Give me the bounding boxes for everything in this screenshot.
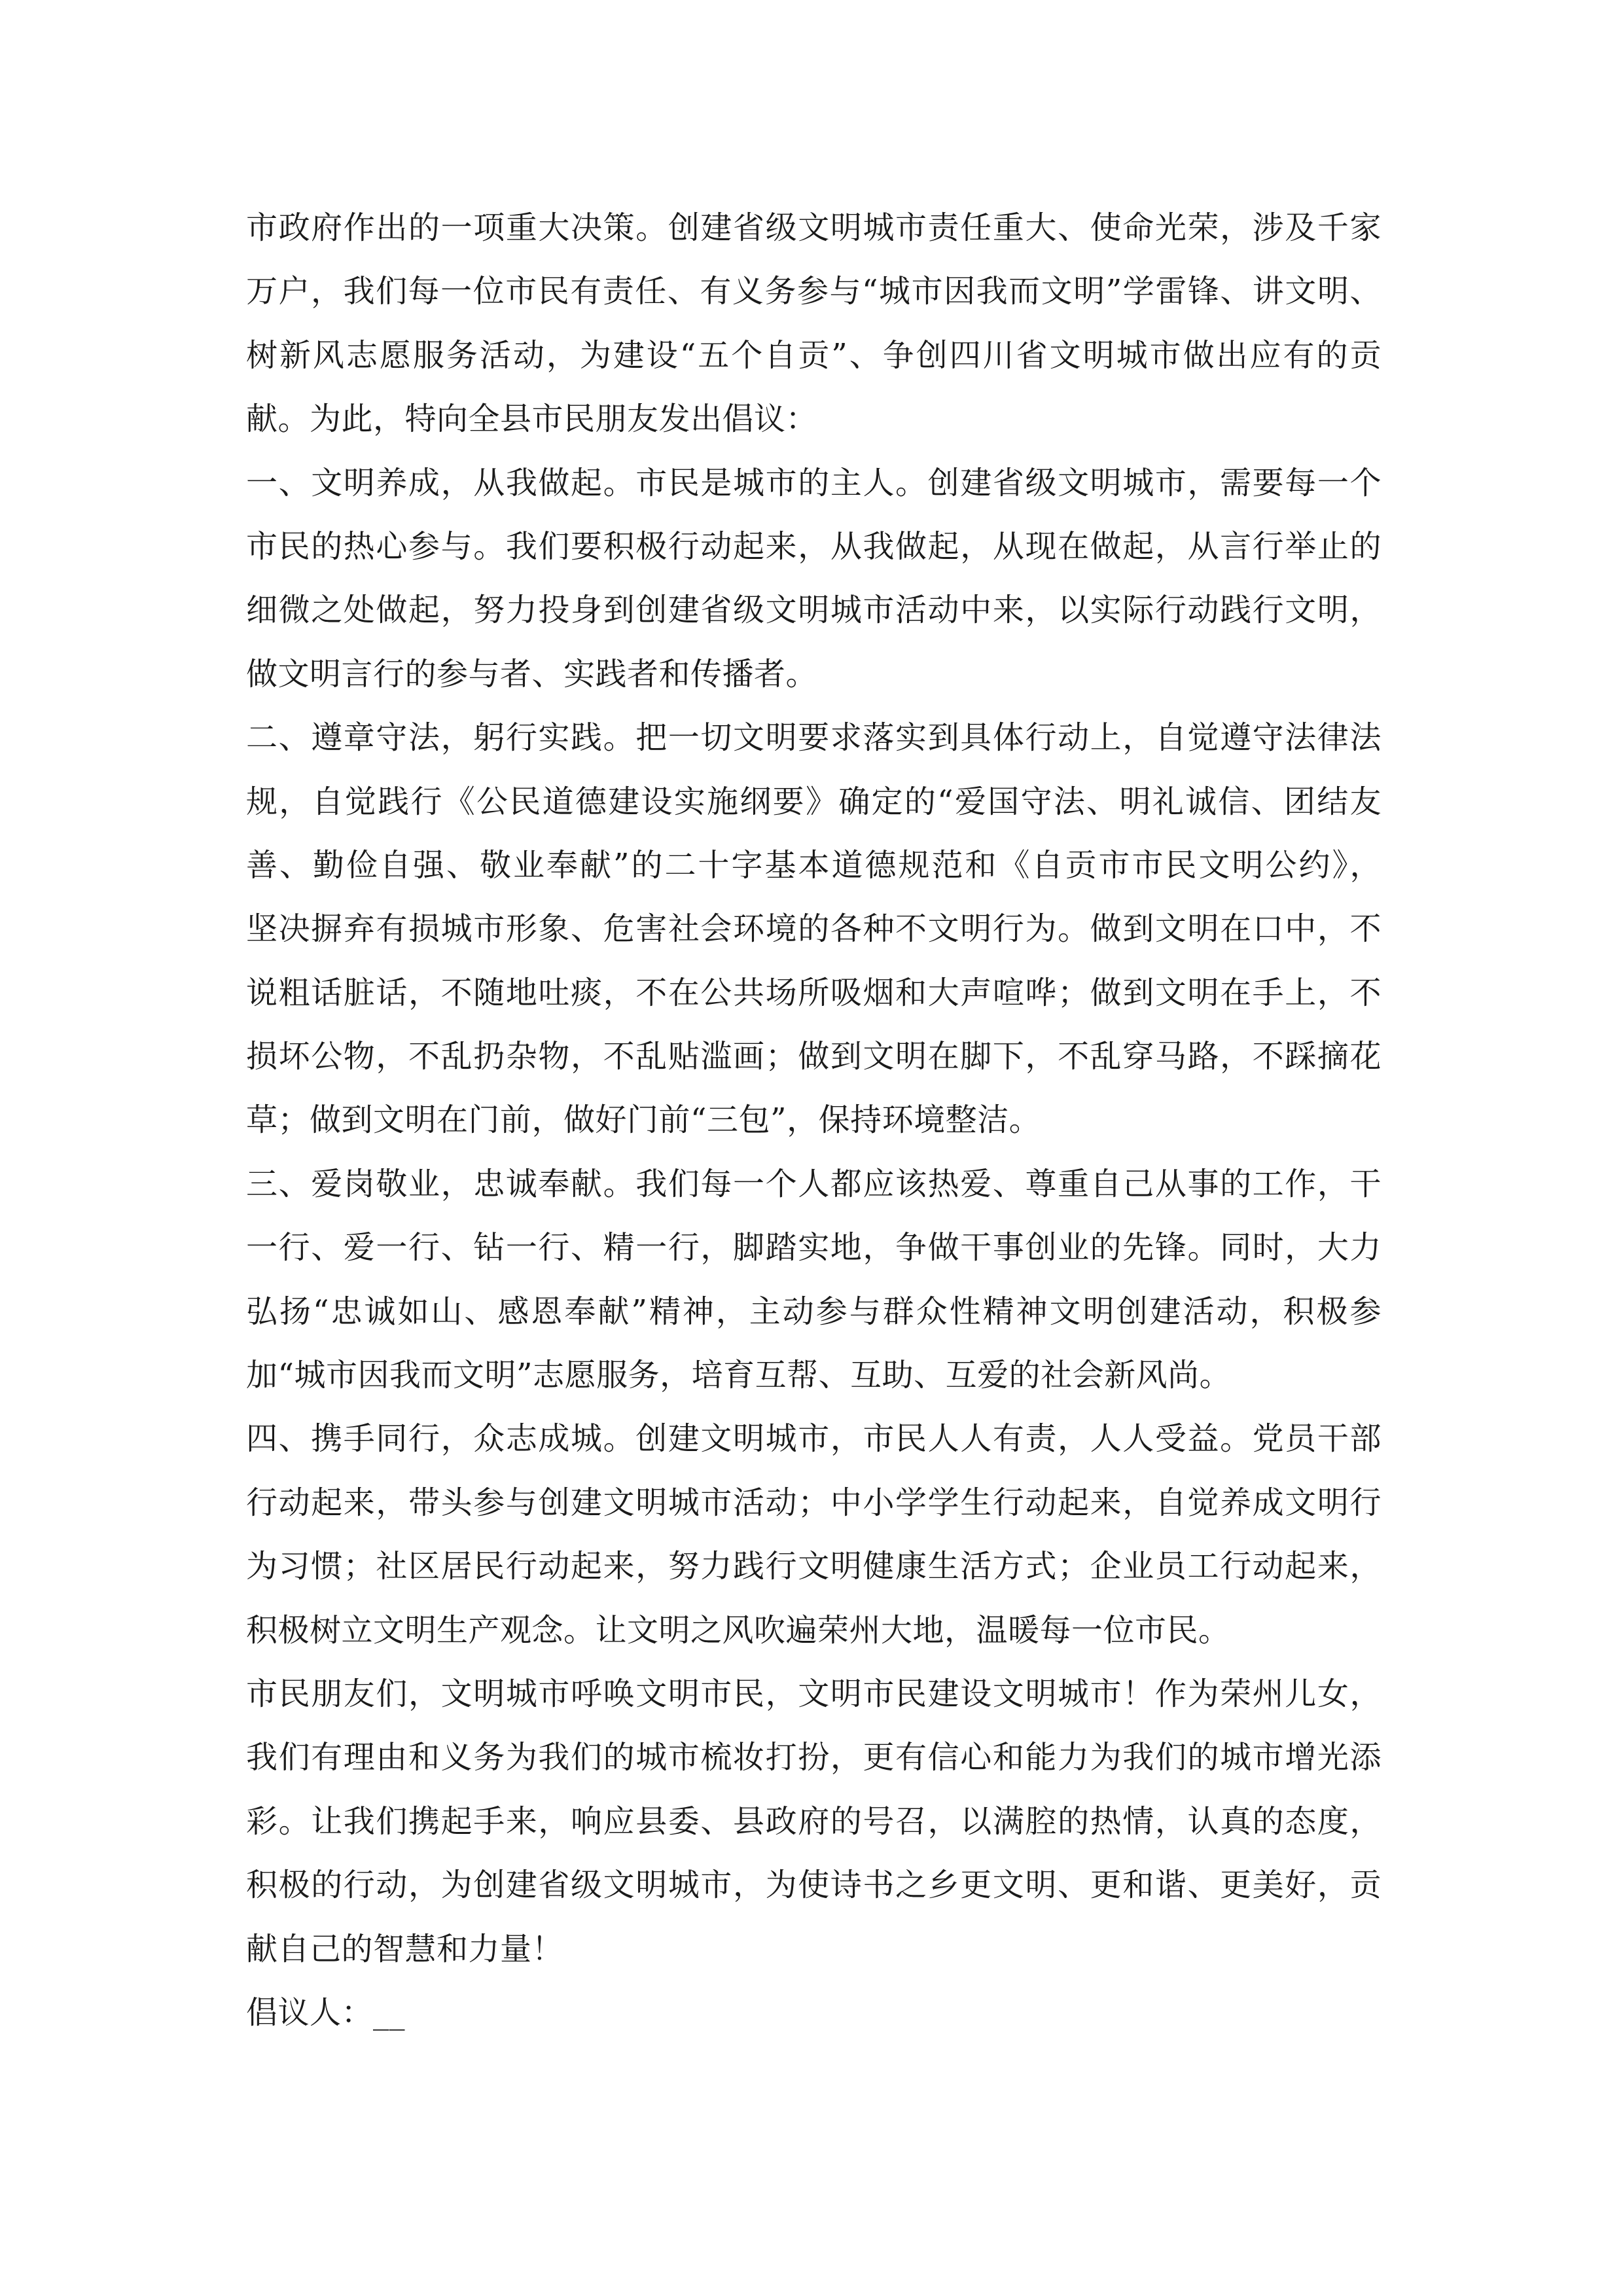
text-line: 万户，我们每一位市民有责任、有义务参与“城市因我而文明”学雷锋、讲文明、 (246, 273, 1382, 310)
text-line: 草；做到文明在门前，做好门前“三包”，保持环境整洁。 (246, 1102, 1041, 1139)
text-line: 为习惯；社区居民行动起来，努力践行文明健康生活方式；企业员工行动起来， (246, 1548, 1382, 1585)
text-line: 说粗话脏话，不随地吐痰，不在公共场所吸烟和大声喧哗；做到文明在手上，不 (246, 974, 1382, 1011)
text-line: 四、携手同行，众志成城。创建文明城市，市民人人有责，人人受益。党员干部 (246, 1420, 1382, 1458)
text-line: 积极的行动，为创建省级文明城市，为使诗书之乡更文明、更和谐、更美好，贡 (246, 1867, 1382, 1904)
signature-line: 倡议人：__ (246, 1994, 406, 2031)
text-line: 三、爱岗敬业，忠诚奉献。我们每一个人都应该热爱、尊重自己从事的工作，干 (246, 1165, 1382, 1202)
text-line: 市民的热心参与。我们要积极行动起来，从我做起，从现在做起，从言行举止的 (246, 528, 1382, 565)
text-line: 细微之处做起，努力投身到创建省级文明城市活动中来，以实际行动践行文明， (246, 592, 1382, 629)
text-line: 坚决摒弃有损城市形象、危害社会环境的各种不文明行为。做到文明在口中，不 (246, 910, 1382, 948)
text-line: 善、勤俭自强、敬业奉献”的二十字基本道德规范和《自贡市市民文明公约》， (246, 846, 1382, 884)
text-line: 我们有理由和义务为我们的城市梳妆打扮，更有信心和能力为我们的城市增光添 (246, 1739, 1382, 1776)
text-line: 一行、爱一行、钻一行、精一行，脚踏实地，争做干事创业的先锋。同时，大力 (246, 1229, 1382, 1266)
text-line: 二、遵章守法，躬行实践。把一切文明要求落实到具体行动上，自觉遵守法律法 (246, 719, 1382, 757)
text-line: 献。为此，特向全县市民朋友发出倡议： (246, 401, 818, 438)
text-line: 损坏公物，不乱扔杂物，不乱贴滥画；做到文明在脚下，不乱穿马路，不踩摘花 (246, 1038, 1382, 1075)
text-line: 加“城市因我而文明”志愿服务，培育互帮、互助、互爱的社会新风尚。 (246, 1357, 1232, 1394)
document-body (246, 196, 1382, 2045)
text-line: 一、文明养成，从我做起。市民是城市的主人。创建省级文明城市，需要每一个 (246, 464, 1382, 501)
text-line: 规，自觉践行《公民道德建设实施纲要》确定的“爱国守法、明礼诚信、团结友 (246, 783, 1382, 820)
text-line: 积极树立文明生产观念。让文明之风吹遍荣州大地，温暖每一位市民。 (246, 1611, 1230, 1649)
text-line: 弘扬“忠诚如山、感恩奉献”精神，主动参与群众性精神文明创建活动，积极参 (246, 1293, 1382, 1330)
text-line: 树新风志愿服务活动，为建设“五个自贡”、争创四川省文明城市做出应有的贡 (246, 336, 1382, 374)
text-line: 彩。让我们携起手来，响应县委、县政府的号召，以满腔的热情，认真的态度， (246, 1803, 1382, 1840)
text-line: 市政府作出的一项重大决策。创建省级文明城市责任重大、使命光荣，涉及千家 (246, 209, 1382, 246)
text-line: 献自己的智慧和力量！ (246, 1930, 564, 1967)
text-line: 行动起来，带头参与创建文明城市活动；中小学学生行动起来，自觉养成文明行 (246, 1484, 1382, 1521)
text-line: 做文明言行的参与者、实践者和传播者。 (246, 655, 818, 692)
text-line: 市民朋友们，文明城市呼唤文明市民，文明市民建设文明城市！作为荣州儿女， (246, 1675, 1382, 1712)
